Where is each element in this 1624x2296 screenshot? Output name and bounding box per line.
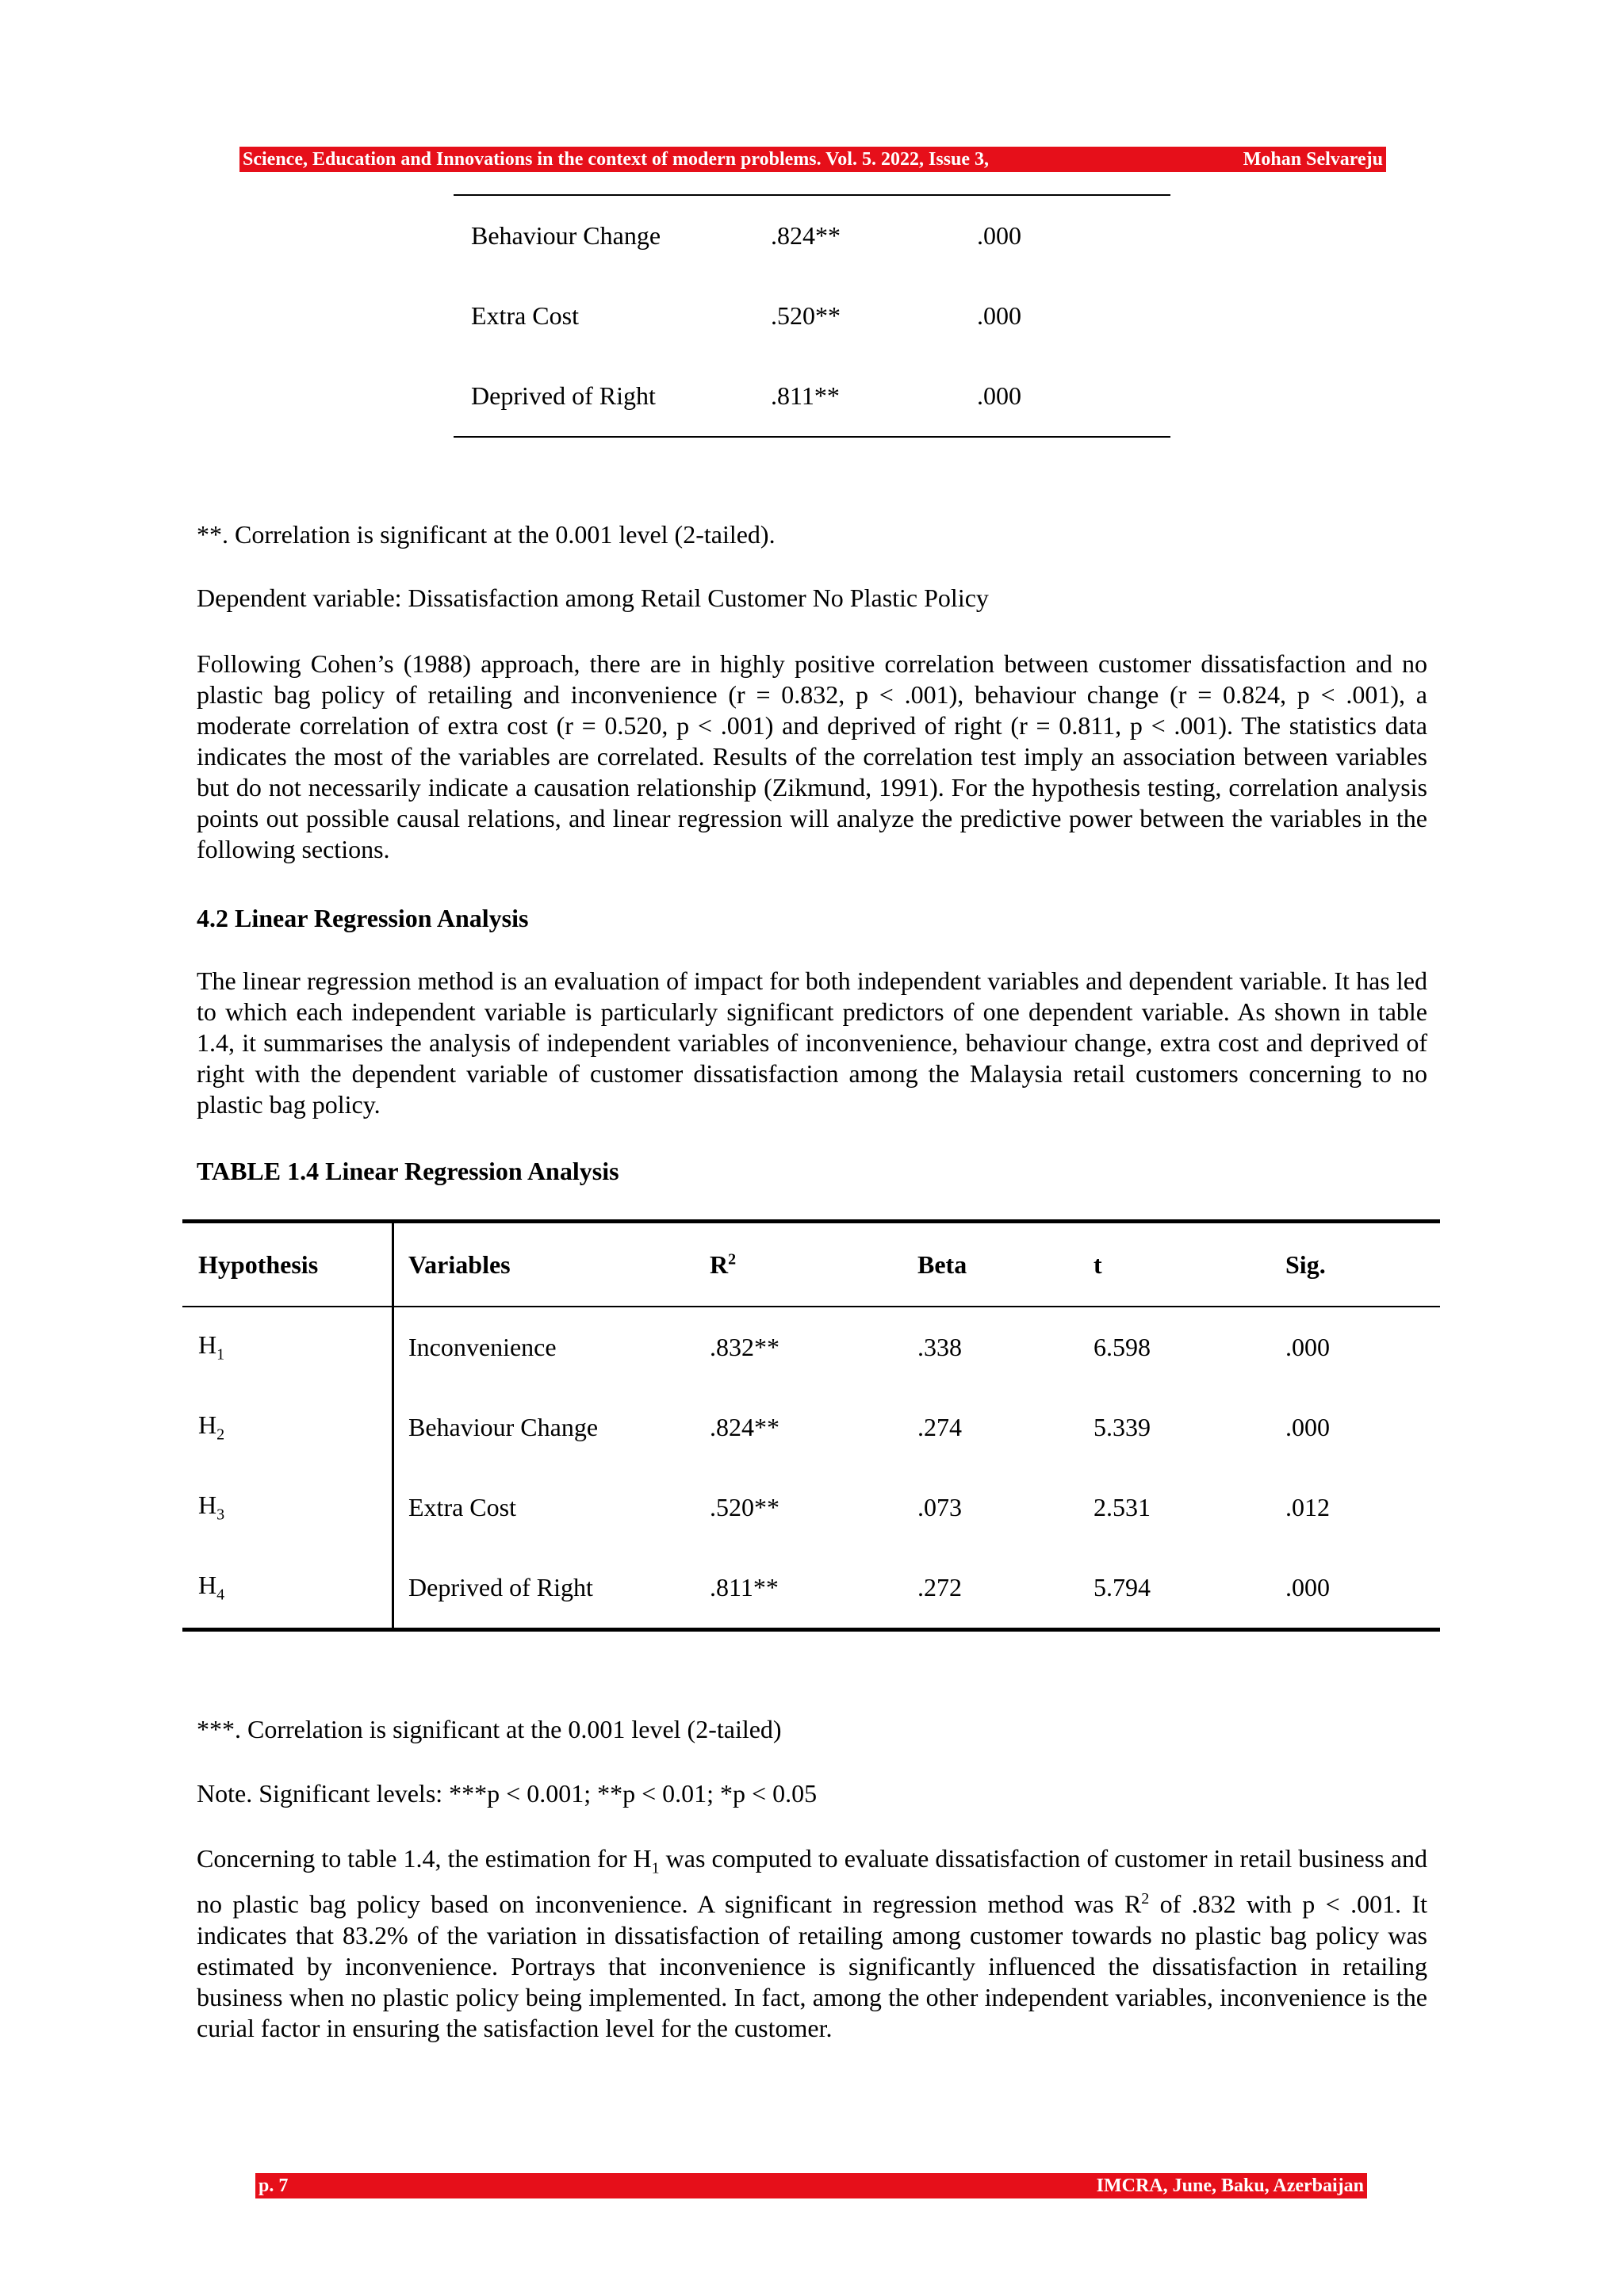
beta-cell: .274 bbox=[917, 1413, 962, 1441]
table-row bbox=[182, 1387, 1440, 1468]
sig-cell: .000 bbox=[1285, 1333, 1330, 1361]
table-row bbox=[454, 195, 1170, 276]
sig-cell: .000 bbox=[977, 301, 1021, 330]
r-cell: .520** bbox=[771, 301, 841, 330]
t-cell: 6.598 bbox=[1094, 1333, 1151, 1361]
variable-cell: Extra Cost bbox=[408, 1493, 516, 1521]
table-row bbox=[182, 1307, 1440, 1387]
sig-cell: .012 bbox=[1285, 1493, 1330, 1521]
r-squared-cell: .832** bbox=[710, 1333, 779, 1361]
journal-title: Science, Education and Innovations in the context of modern problems. Vol. 5. 2022, Issue 3, bbox=[243, 148, 989, 170]
page-number: p. 7 bbox=[259, 2175, 289, 2196]
table-row bbox=[182, 1548, 1440, 1630]
paragraph-h1-analysis: Concerning to table 1.4, the estimation for $H_1$ was computed to evaluate dissatisfaction of customer in retail business and no plastic bag policy based on inconvenience. A significant in regression method was $R^2$ of .832 with p < .001. It indicates that 83.2% of the variation in dissatisfaction of retailing among customer towards no plastic bag policy was estimated by inconvenience. Portrays that inconvenience is significantly influenced the dissatisfaction in retailing business when no plastic policy being implemented. In fact, among the other independent variables, inconvenience is the curial factor in ensuring the satisfaction level for the customer. bbox=[197, 1844, 1428, 2043]
variable-cell: Deprived of Right bbox=[471, 381, 656, 410]
hypothesis-cell: $H_4$ bbox=[182, 1548, 393, 1630]
correlation-table bbox=[454, 194, 1170, 438]
variable-cell: Behaviour Change bbox=[471, 221, 661, 250]
header-variables: Variables bbox=[393, 1222, 710, 1307]
table-row bbox=[454, 356, 1170, 437]
page-header bbox=[239, 147, 1386, 172]
r-squared-cell: .520** bbox=[710, 1493, 779, 1521]
table-row bbox=[454, 276, 1170, 356]
correlation-note: **. Correlation is significant at the 0.001 level (2-tailed). bbox=[197, 520, 776, 549]
table-row bbox=[182, 1468, 1440, 1548]
sig-cell: .000 bbox=[977, 381, 1021, 410]
hypothesis-cell: $H_2$ bbox=[182, 1387, 393, 1468]
variable-cell: Deprived of Right bbox=[408, 1573, 593, 1601]
t-cell: 5.339 bbox=[1094, 1413, 1151, 1441]
table-caption: TABLE 1.4 Linear Regression Analysis bbox=[197, 1157, 619, 1185]
r-squared-cell: .811** bbox=[710, 1573, 779, 1601]
dependent-variable-note: Dependent variable: Dissatisfaction among Retail Customer No Plastic Policy bbox=[197, 584, 989, 612]
r-squared-cell: .824** bbox=[710, 1413, 779, 1441]
hypothesis-cell: $H_1$ bbox=[182, 1307, 393, 1387]
correlation-note-2: ***. Correlation is significant at the 0.001 level (2-tailed) bbox=[197, 1715, 782, 1743]
beta-cell: .338 bbox=[917, 1333, 962, 1361]
variable-cell: Inconvenience bbox=[408, 1333, 557, 1361]
r-cell: .824** bbox=[771, 221, 841, 250]
header-t: t bbox=[1094, 1222, 1285, 1307]
sig-cell: .000 bbox=[977, 221, 1021, 250]
regression-table bbox=[182, 1219, 1440, 1632]
beta-cell: .272 bbox=[917, 1573, 962, 1601]
page-footer bbox=[255, 2173, 1367, 2198]
sig-cell: .000 bbox=[1285, 1413, 1330, 1441]
t-cell: 5.794 bbox=[1094, 1573, 1151, 1601]
hypothesis-cell: $H_3$ bbox=[182, 1468, 393, 1548]
paragraph-regression-intro: The linear regression method is an evaluation of impact for both independent variables and dependent variable. It has led to which each independent variable is particularly significant predictors of one dependent variable. As shown in table 1.4, it summarises the analysis of independent variables of inconvenience, behaviour change, extra cost and deprived of right with the dependent variable of customer dissatisfaction among the Malaysia retail customers concerning to no plastic bag policy. bbox=[197, 966, 1427, 1119]
paragraph-correlation: Following Cohen’s (1988) approach, there are in highly positive correlation between customer dissatisfaction and no plastic bag policy of retailing and inconvenience (r = 0.832, p < .001), behaviour change (r = 0.824, p < .001), a moderate correlation of extra cost (r = 0.520, p < .001) and deprived of right (r = 0.811, p < .001). The statistics data indicates the most of the variables are correlated. Results of the correlation test imply an association between variables but do not necessarily indicate a causation relationship (Zikmund, 1991). For the hypothesis testing, correlation analysis points out possible causal relations, and linear regression will analyze the predictive power between the variables in the following sections. bbox=[197, 649, 1427, 863]
t-cell: 2.531 bbox=[1094, 1493, 1151, 1521]
r-cell: .811** bbox=[771, 381, 840, 410]
author-name: Mohan Selvareju bbox=[1243, 148, 1383, 170]
header-sig: Sig. bbox=[1285, 1222, 1440, 1307]
beta-cell: .073 bbox=[917, 1493, 962, 1521]
variable-cell: Behaviour Change bbox=[408, 1413, 599, 1441]
sig-cell: .000 bbox=[1285, 1573, 1330, 1601]
header-r-squared: $R^2$ bbox=[710, 1222, 917, 1307]
table-header-row bbox=[182, 1222, 1440, 1307]
section-heading: 4.2 Linear Regression Analysis bbox=[197, 904, 529, 932]
header-beta: Beta bbox=[917, 1222, 1094, 1307]
header-hypothesis: Hypothesis bbox=[182, 1222, 393, 1307]
publisher-info: IMCRA, June, Baku, Azerbaijan bbox=[1096, 2175, 1364, 2196]
variable-cell: Extra Cost bbox=[471, 301, 579, 330]
significance-levels-note: Note. Significant levels: ***p < 0.001; **p < 0.01; *p < 0.05 bbox=[197, 1779, 818, 1808]
